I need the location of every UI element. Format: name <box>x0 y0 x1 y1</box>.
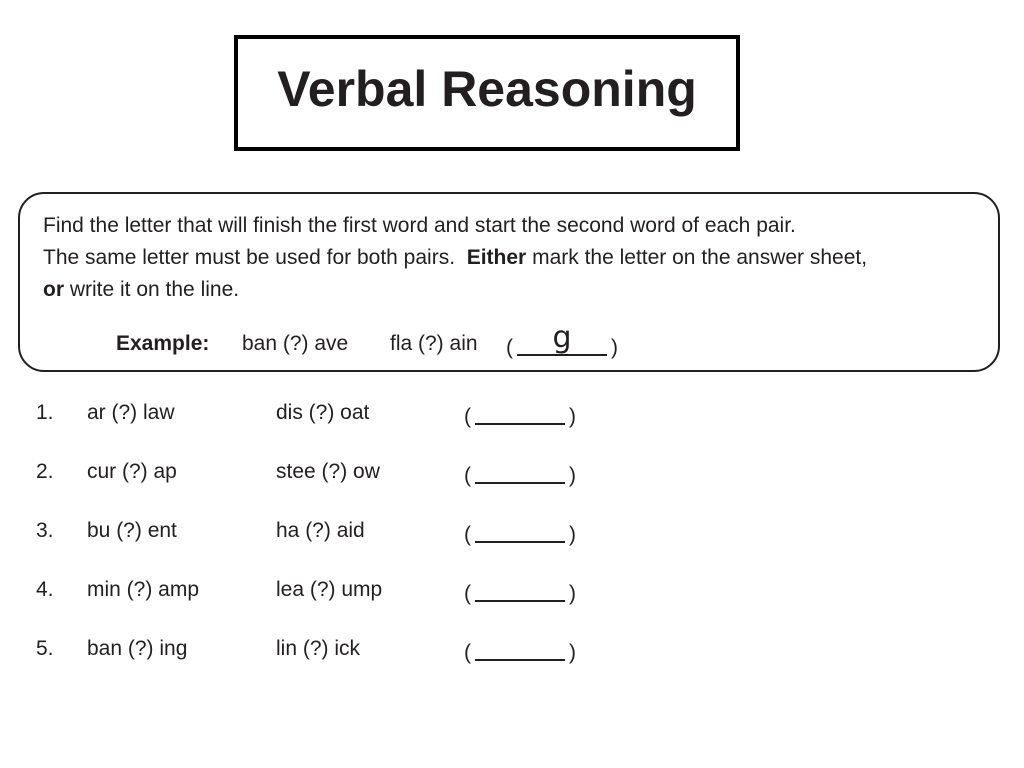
instruction-line-2 <box>43 242 867 274</box>
instruction-line-3 <box>43 274 867 306</box>
instruction-line-3-post: write it on the line. <box>69 278 240 301</box>
question-number: 4. <box>36 578 54 601</box>
title-box <box>234 35 740 151</box>
instruction-or-bold: or <box>43 278 64 301</box>
example-label: Example: <box>116 332 210 355</box>
answer-field[interactable] <box>464 578 576 606</box>
open-paren: ( <box>464 523 471 546</box>
close-paren: ) <box>569 582 576 605</box>
question-word-2: ha (?) aid <box>276 519 365 542</box>
close-paren: ) <box>569 464 576 487</box>
answer-field[interactable] <box>464 519 576 547</box>
open-paren: ( <box>464 641 471 664</box>
example-word-2: fla (?) ain <box>390 332 478 355</box>
answer-field[interactable] <box>464 460 576 488</box>
close-paren: ) <box>569 523 576 546</box>
question-number: 5. <box>36 637 54 660</box>
question-number: 3. <box>36 519 54 542</box>
answer-field[interactable] <box>464 401 576 429</box>
page-title: Verbal Reasoning <box>277 61 697 117</box>
question-word-1: ban (?) ing <box>87 637 188 660</box>
instruction-line-2-post: mark the letter on the answer sheet, <box>532 246 868 269</box>
answer-blank[interactable] <box>475 578 565 602</box>
example-word-1: ban (?) ave <box>242 332 349 355</box>
example-row <box>116 320 618 359</box>
question-word-1: ar (?) law <box>87 401 175 424</box>
question-word-2: dis (?) oat <box>276 401 370 424</box>
instructions-box <box>18 192 1000 372</box>
question-number: 2. <box>36 460 54 483</box>
open-paren: ( <box>464 405 471 428</box>
question-word-1: bu (?) ent <box>87 519 177 542</box>
question-word-2: lin (?) ick <box>276 637 361 660</box>
instructions-text <box>43 210 867 306</box>
question-row-1 <box>0 401 1024 431</box>
open-paren: ( <box>506 336 513 359</box>
question-row-2 <box>0 460 1024 490</box>
answer-blank[interactable] <box>475 637 565 661</box>
example-answer-blank <box>517 320 607 356</box>
question-word-2: stee (?) ow <box>276 460 380 483</box>
question-row-5 <box>0 637 1024 667</box>
answer-blank[interactable] <box>475 401 565 425</box>
question-row-3 <box>0 519 1024 549</box>
instruction-line-2-pre: The same letter must be used for both pairs. <box>43 246 456 269</box>
question-number: 1. <box>36 401 54 424</box>
answer-field[interactable] <box>464 637 576 665</box>
close-paren: ) <box>611 336 618 359</box>
instruction-either-bold: Either <box>466 246 527 269</box>
example-answer <box>506 320 618 360</box>
example-answer-letter: g <box>552 320 572 355</box>
close-paren: ) <box>569 405 576 428</box>
answer-blank[interactable] <box>475 519 565 543</box>
answer-blank[interactable] <box>475 460 565 484</box>
instruction-line-1-text: Find the letter that will finish the first word and start the second word of each pair. <box>43 214 796 237</box>
open-paren: ( <box>464 464 471 487</box>
question-word-2: lea (?) ump <box>276 578 383 601</box>
question-row-4 <box>0 578 1024 608</box>
question-word-1: cur (?) ap <box>87 460 177 483</box>
close-paren: ) <box>569 641 576 664</box>
open-paren: ( <box>464 582 471 605</box>
instruction-line-1 <box>43 210 867 242</box>
question-word-1: min (?) amp <box>87 578 200 601</box>
